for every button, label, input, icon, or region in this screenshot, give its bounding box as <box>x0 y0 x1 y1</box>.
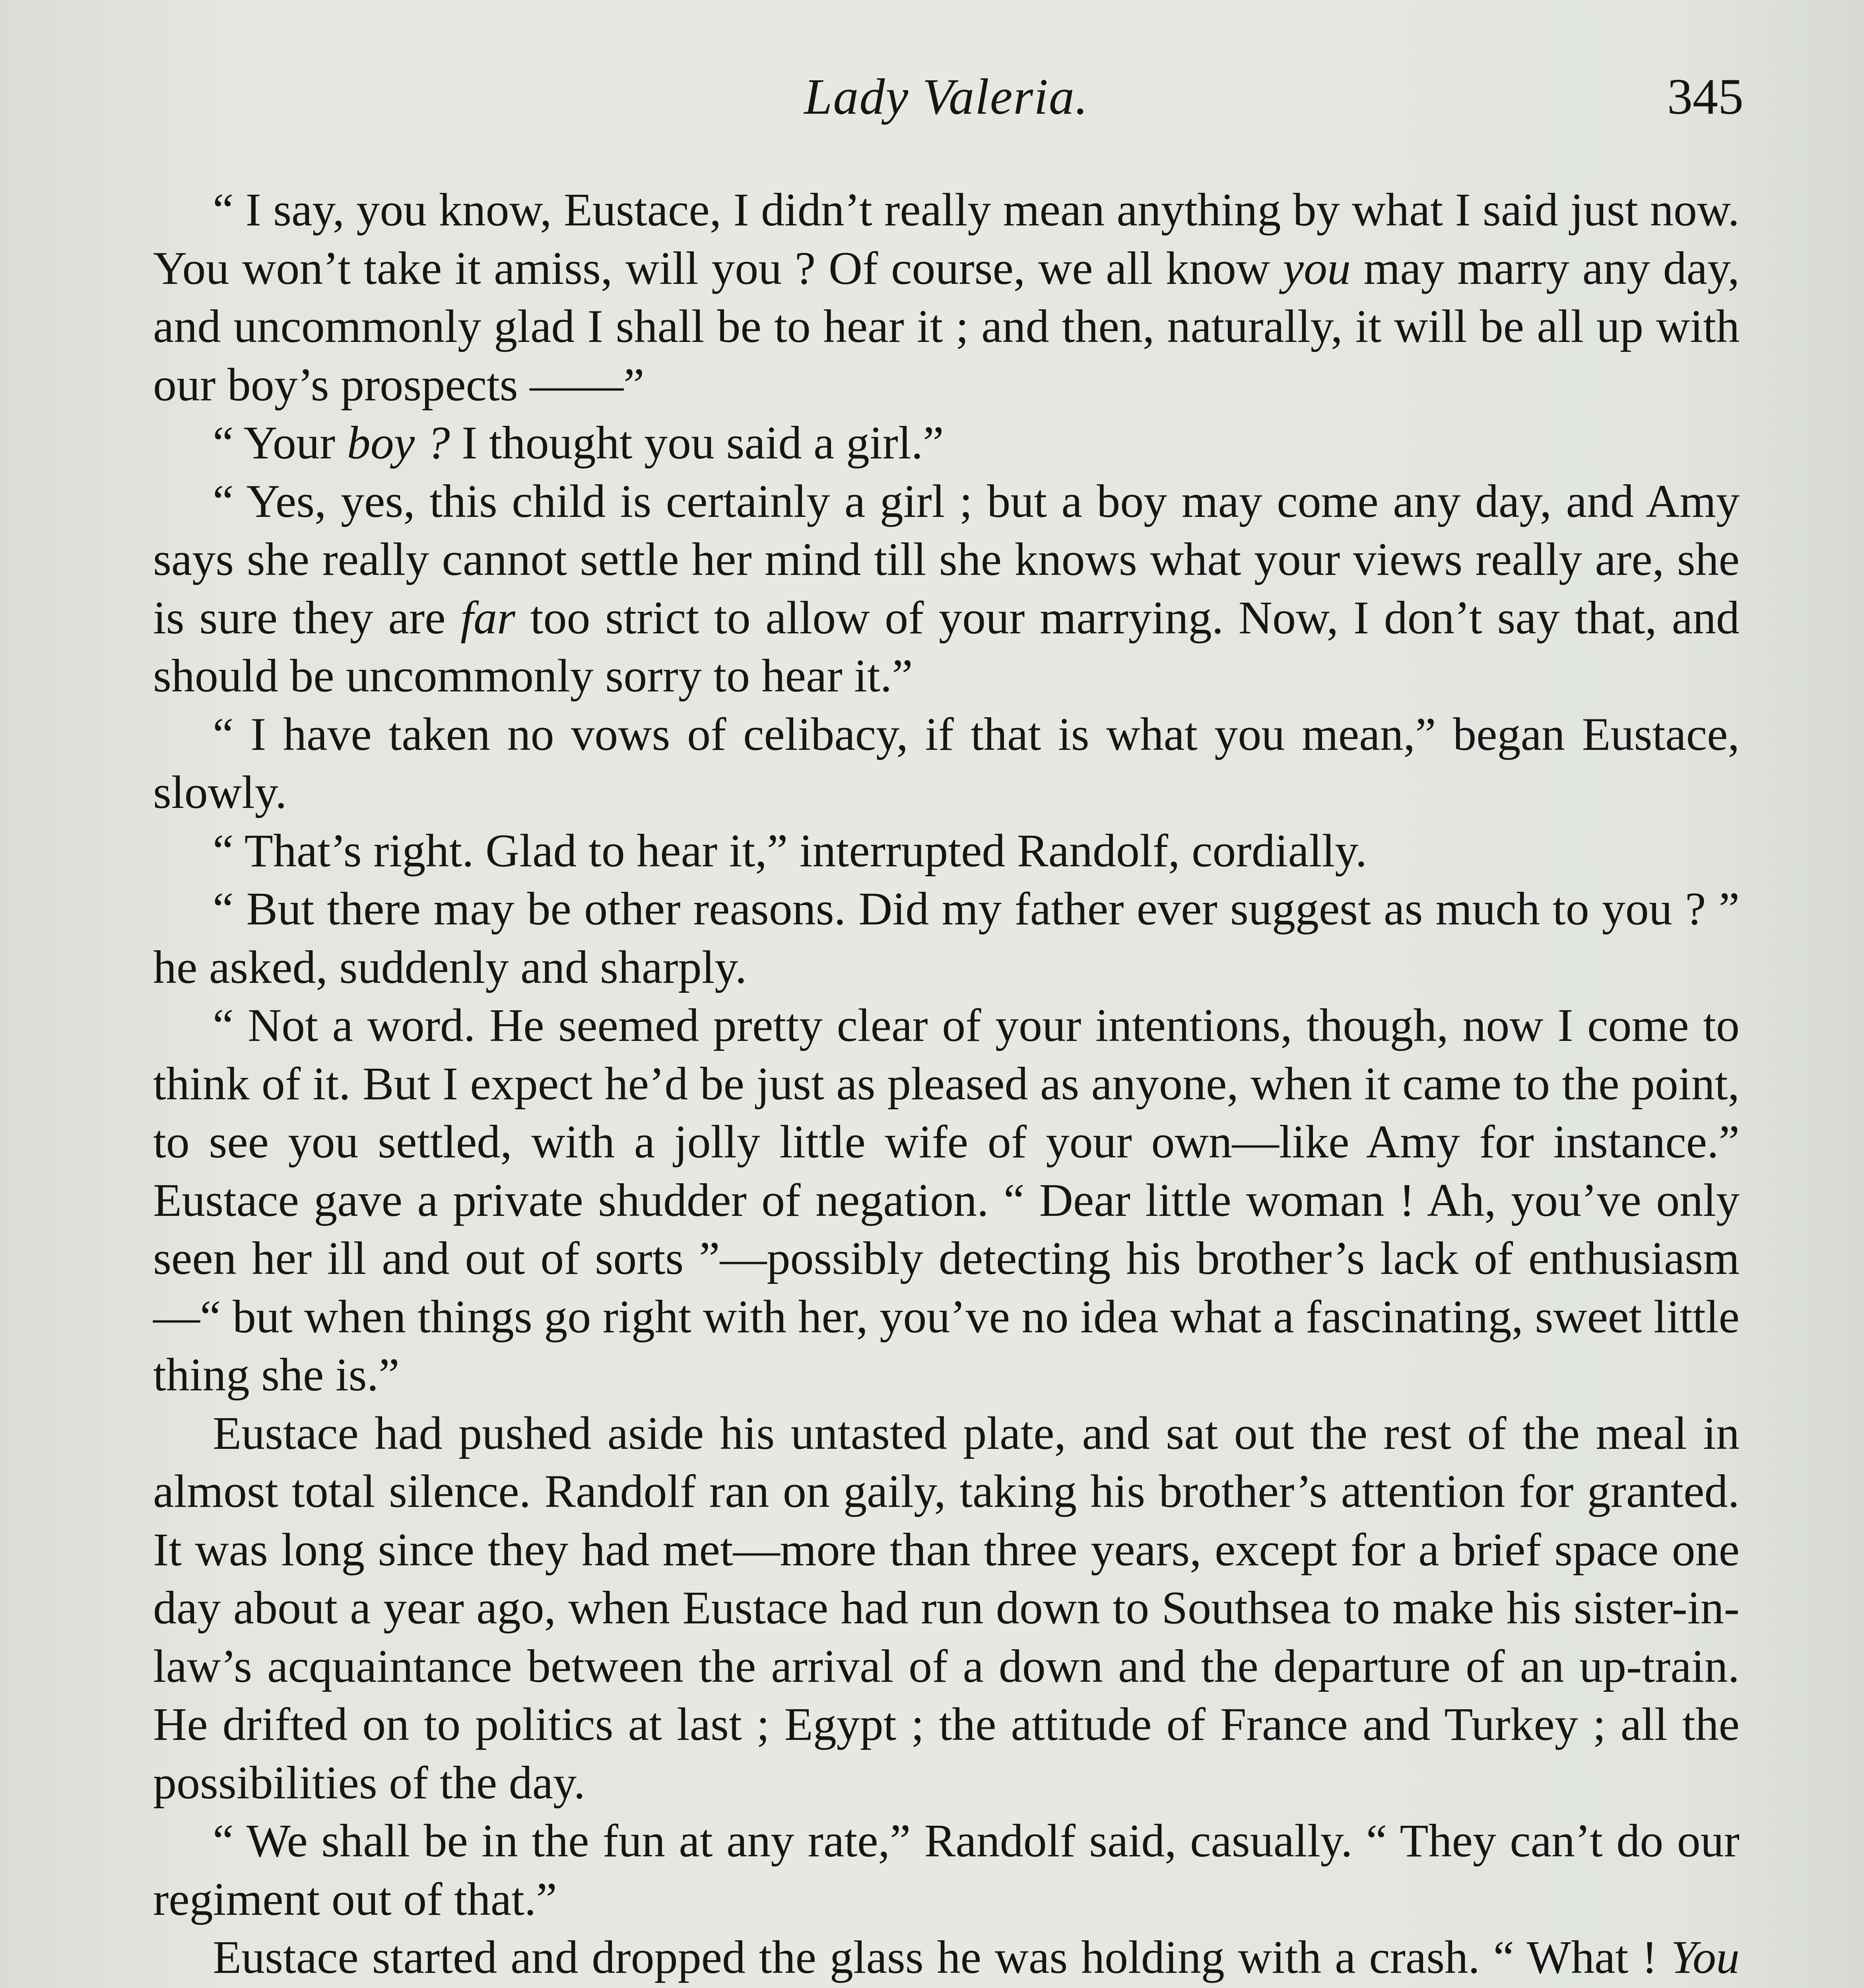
paragraph: “ I say, you know, Eustace, I didn’t really mean anything by what I said just now. You won’t take it amiss, will you ? Of course, we all know you may marry any day, and uncommonly glad I shall be to hear it ; and then, naturally, it will be all up with our boy’s prospects ——” <box>153 184 1740 411</box>
paragraph: “ We shall be in the fun at any rate,” Randolf said, casually. “ They can’t do our regiment out of that.” <box>153 1815 1740 1925</box>
paragraph: “ Not a word. He seemed pretty clear of your intentions, though, now I come to think of it. But I expect he’d be just as pleased as anyone, when it came to the point, to see you settled, with a jolly little wife of your own—like Amy for instance.” Eustace gave a private shudder of negation. “ Dear little woman ! Ah, you’ve only seen her ill and out of sorts ”—possibly detecting his brother’s lack of enthusiasm—“ but when things go right with her, you’ve no idea what a fascinating, sweet little thing she is.” <box>153 999 1740 1401</box>
paragraph: “ Yes, yes, this child is certainly a girl ; but a boy may come any day, and Amy says she really cannot settle her mind till she knows what your views really are, she is sure they are far too strict to allow of your marrying. Now, I don’t say that, and should be uncommonly sorry to hear it.” <box>153 475 1740 702</box>
paragraph: “ But there may be other reasons. Did my father ever suggest as much to you ? ” he asked, suddenly and sharply. <box>153 883 1740 993</box>
paragraph: Eustace had pushed aside his untasted plate, and sat out the rest of the meal in almost total silence. Randolf ran on gaily, taking his brother’s attention for granted. It was long since they had met—more than three years, except for a brief space one day about a year ago, when Eustace had run down to Southsea to make his sister-in-law’s acquaintance between the arrival of a down and the departure of an up-train. He drifted on to politics at last ; Egypt ; the attitude of France and Turkey ; all the possibilities of the day. <box>153 1407 1740 1809</box>
paragraph: Eustace started and dropped the glass he was holding with a crash. “ What ! You <box>213 1931 1740 1983</box>
page-number: 345 <box>1667 68 1744 125</box>
page-header <box>153 68 1744 147</box>
paragraph: “ Your boy ? I thought you said a girl.” <box>213 417 944 469</box>
body-text <box>153 181 1740 1988</box>
running-title: Lady Valeria. <box>804 68 1089 125</box>
paragraph: “ I have taken no vows of celibacy, if that is what you mean,” began Eustace, slowly. <box>153 708 1740 818</box>
paragraph: “ That’s right. Glad to hear it,” interrupted Randolf, cordially. <box>213 824 1367 877</box>
